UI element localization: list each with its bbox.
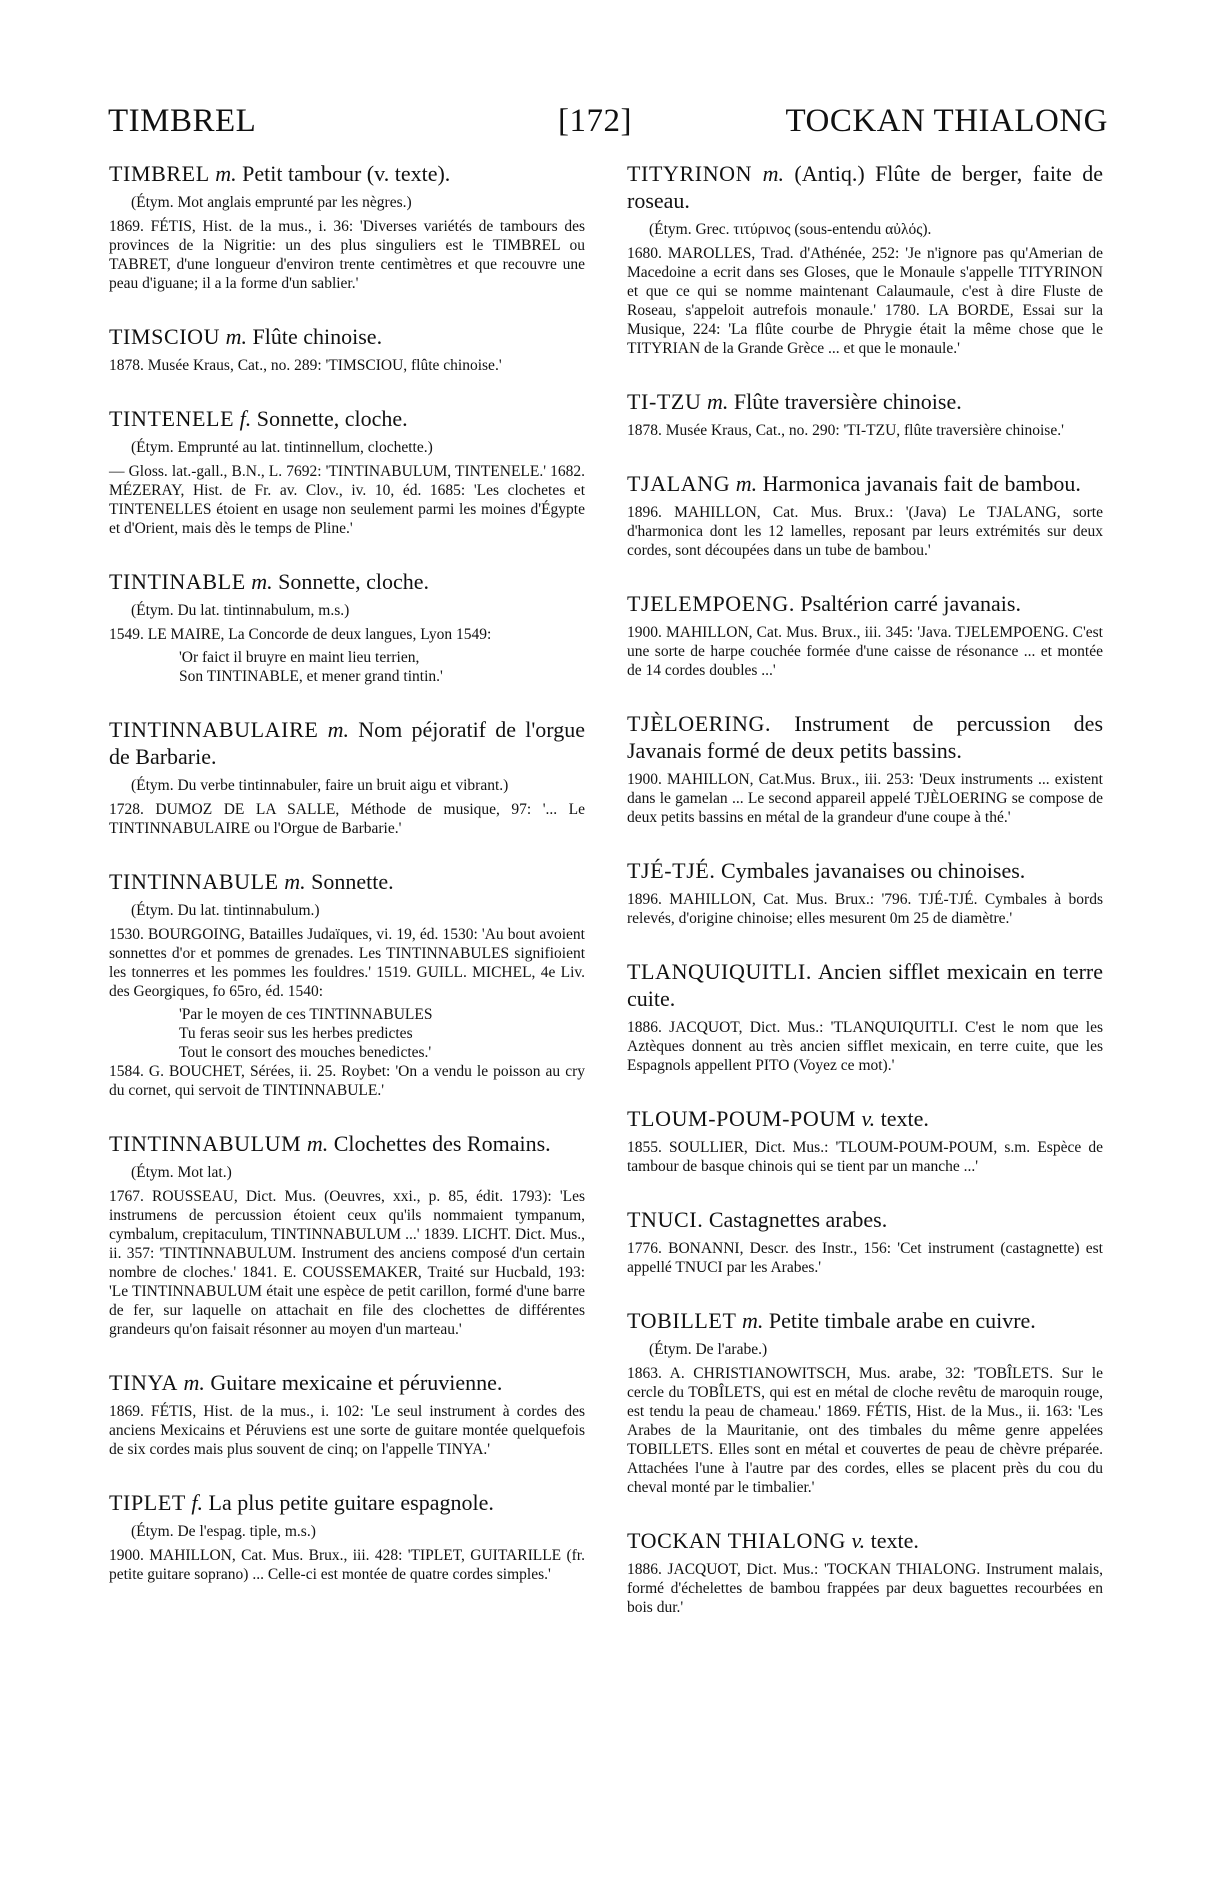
entry-heading [627,160,1103,214]
grammatical-label: m. [225,324,248,349]
headword: TOCKAN THIALONG [627,1528,847,1553]
etymology: (Étym. Du lat. tintinnabulum.) [131,902,320,919]
headword: TINYA [109,1370,178,1395]
headword: TINTINABLE [109,569,246,594]
headword: TIMSCIOU [109,324,221,349]
grammatical-label: m. [741,1308,764,1333]
definition: Instrument de percussion des Javanais formé de deux petits bassins. [627,711,1104,763]
citation: 1767. ROUSSEAU, Dict. Mus. (Oeuvres, xxi., p. 85, édit. 1793): 'Les instrumens de percussion étoient ceux qu'ils nommaient tympanum, cymbalum, crepitaculum, TINTINNABULUM ...' 1839. LICHT. Dict. Mus., ii. 357: 'TINTINNABULUM. Instrument des anciens composé d'un certain nombre de cloches.' 1841. E. COUSSEMAKER, Traité sur Hucbald, 193: 'Le TINTINNABULUM était une espèce de petit carillon, formé d'une barre de fer, sur laquelle on attachait en file des clochettes de différentes grandeurs qu'on faisait résonner au moyen d'un marteau.' [109,1188,585,1338]
citation: 1886. JACQUOT, Dict. Mus.: 'TLANQUIQUITLI. C'est le nom que les Aztèques donnent au très ancien sifflet mexicain, en terre cuite, que les Espagnols appellent PITO (Voyez ce mot).' [627,1019,1103,1074]
entry-heading [109,405,585,432]
definition: Sonnette. [311,869,394,894]
dictionary-entry [109,1489,585,1584]
grammatical-label: f. [191,1490,204,1515]
verse-line: Son TINTINABLE, et mener grand tintin.' [179,668,443,685]
entry-heading [109,160,585,187]
citation: 1869. FÉTIS, Hist. de la mus., i. 102: 'Le seul instrument à cordes des anciens Mexicains et Péruviens est une sorte de guitare montée quelquefois de six cordes mais plus souvent de cinq; on l'appelle TINYA.' [109,1403,585,1458]
verse-line: 'Par le moyen de ces TINTINNABULES [179,1006,433,1023]
dictionary-entry [109,568,585,686]
citation: 1900. MAHILLON, Cat. Mus. Brux., iii. 428: 'TIPLET, GUITARILLE (fr. petite guitare soprano) ... Celle-ci est montée de quatre cordes simples.' [109,1547,585,1583]
citation: 1776. BONANNI, Descr. des Instr., 156: 'Cet instrument (castagnette) est appellé TNUCI par les Arabes.' [627,1240,1103,1276]
verse-line: Tout le consort des mouches benedictes.' [179,1044,432,1061]
definition: (Antiq.) Flûte de berger, faite de roseau. [627,161,1103,213]
citation: 1900. MAHILLON, Cat. Mus. Brux., iii. 345: 'Java. TJELEMPOENG. C'est une sorte de harpe couchée formée d'une caisse de résonance ... et montée de 14 cordes doubles ...' [627,624,1103,679]
entry-heading [627,1527,1103,1554]
running-head-left: TIMBREL [108,103,257,139]
definition: Guitare mexicaine et péruvienne. [210,1370,503,1395]
dictionary-entry [627,470,1103,560]
definition: Sonnette, cloche. [256,406,408,431]
citation: 1530. BOURGOING, Batailles Judaïques, vi. 19, éd. 1530: 'Au bout avoient sonnettes d'or et pommes de grenades. Les TINTINNABULES signifioient les tonnerres et les pommes les fouldres.' 1519. GUILL. MICHEL, 4e Liv. des Georgiques, fo 65ro, éd. 1540: [109,926,585,1000]
definition: Clochettes des Romains. [333,1131,551,1156]
citation: 1896. MAHILLON, Cat. Mus. Brux.: '(Java) Le TJALANG, sorte d'harmonica dont les 12 lamelles, reposant par leurs extrémités sur deux cordes, sont découpées dans un tube de bambou.' [627,504,1103,559]
entry-heading [627,590,1103,617]
dictionary-entry [627,1206,1103,1277]
citation: 1680. MAROLLES, Trad. d'Athénée, 252: 'Je n'ignore pas qu'Amerian de Macedoine a ecrit dans ses Gloses, que le Monaule s'appelle TITYRINON et que ce qui se nomme maintenant Calaumaule, c'est à dire Fluste de Roseau, s'appeloit autrefois monaule.' 1780. LA BORDE, Essai sur la Musique, 224: 'La flûte courbe de Phrygie était la même chose que le TITYRIAN de la Grande Grèce ... et que le monaule.' [627,245,1103,357]
entry-heading [109,868,585,895]
headword: TINTENELE [109,406,235,431]
definition: Castagnettes arabes. [708,1207,888,1232]
citation: 1878. Musée Kraus, Cat., no. 289: 'TIMSCIOU, flûte chinoise.' [109,357,502,374]
grammatical-label: m. [762,161,784,186]
entry-heading [109,1130,585,1157]
verse-line: Tu feras seoir sus les herbes predictes [179,1025,413,1042]
definition: Cymbales javanaises ou chinoises. [721,858,1026,883]
citation: 1728. DUMOZ DE LA SALLE, Méthode de musique, 97: '... Le TINTINNABULAIRE ou l'Orgue de Barbarie.' [109,801,585,837]
entry-heading [627,857,1103,884]
headword: TLOUM-POUM-POUM [627,1106,857,1131]
definition: Nom péjoratif de l'orgue de Barbarie. [109,717,586,769]
etymology: (Étym. Du verbe tintinnabuler, faire un bruit aigu et vibrant.) [131,777,509,794]
headword: TIPLET [109,1490,186,1515]
dictionary-entry [109,716,585,838]
dictionary-entry [109,160,585,293]
dictionary-entry [109,1369,585,1459]
headword: TOBILLET [627,1308,737,1333]
definition: Harmonica javanais fait de bambou. [762,471,1081,496]
headword: TINTINNABULE [109,869,279,894]
dictionary-entry [627,160,1103,358]
definition: La plus petite guitare espagnole. [208,1490,494,1515]
headword: TINTINNABULUM [109,1131,302,1156]
definition: Sonnette, cloche. [278,569,430,594]
dictionary-entry [627,958,1103,1075]
headword: TINTINNABULAIRE [109,717,319,742]
grammatical-label: m. [215,161,237,186]
definition: Ancien sifflet mexicain en terre cuite. [627,959,1103,1011]
headword: TI-TZU [627,389,702,414]
etymology: (Étym. Mot anglais emprunté par les nègres.) [131,194,412,211]
dictionary-entry [627,590,1103,680]
grammatical-label: m. [735,471,758,496]
entry-heading [627,710,1103,764]
etymology: (Étym. Du lat. tintinnabulum, m.s.) [131,602,350,619]
entry-heading [627,1105,1103,1132]
etymology: (Étym. Mot lat.) [131,1164,232,1181]
dictionary-entry [627,1307,1103,1497]
citation: 1855. SOULLIER, Dict. Mus.: 'TLOUM-POUM-POUM, s.m. Espèce de tambour de basque chinois qui se tient par un manche ...' [627,1139,1103,1175]
entry-heading [109,323,585,350]
grammatical-label: m. [284,869,306,894]
headword: TJÈLOERING. [627,711,772,736]
etymology: (Étym. De l'espag. tiple, m.s.) [131,1523,316,1540]
running-head [108,103,1108,147]
dictionary-entry [627,388,1103,440]
entry-heading [109,716,585,770]
dictionary-entry [627,857,1103,928]
headword: TNUCI. [627,1207,704,1232]
grammatical-label: f. [239,406,252,431]
grammatical-label: v. [851,1528,866,1553]
dictionary-entry [109,405,585,538]
entry-heading [109,1489,585,1516]
etymology: (Étym. De l'arabe.) [649,1341,768,1358]
grammatical-label: m. [706,389,729,414]
entry-heading [627,470,1103,497]
citation: 1584. G. BOUCHET, Sérées, ii. 25. Roybet: 'On a vendu le poisson au cry du cornet, qui servoit de TINTINNABULE.' [109,1063,585,1099]
dictionary-entry [109,868,585,1100]
page-number: [172] [558,103,632,139]
headword: TIMBREL [109,161,210,186]
citation: 1863. A. CHRISTIANOWITSCH, Mus. arabe, 32: 'TOBÎLETS. Sur le cercle du TOBÎLETS, qui est en métal de cloche revêtu de maroquin rouge, est tendu la peau de chameau.' 1869. FÉTIS, Hist. de la Mus., ii. 163: 'Les Arabes de la Mauritanie, ont des timbales du même genre appelées TOBILLETS. Elles sont en métal et couvertes de peau de chèvre préparée. Attachées l'une à l'autre par des cordes, elles se placent près du cou du cheval monté par le timbalier.' [627,1365,1103,1496]
dictionary-entry [109,323,585,375]
verse-line: 'Or faict il bruyre en maint lieu terrien, [179,649,420,666]
definition: texte. [870,1528,919,1553]
grammatical-label: m. [183,1370,205,1395]
citation: 1878. Musée Kraus, Cat., no. 290: 'TI-TZU, flûte traversière chinoise.' [627,422,1064,439]
grammatical-label: v. [861,1106,876,1131]
etymology: (Étym. Grec. τιτύρινος (sous-entendu αὐλός). [649,221,932,238]
running-head-right: TOCKAN THIALONG [785,103,1108,139]
grammatical-label: m. [306,1131,329,1156]
dictionary-entry [627,710,1103,827]
definition: Flûte chinoise. [252,324,383,349]
definition: Psaltérion carré javanais. [800,591,1021,616]
grammatical-label: m. [327,717,350,742]
entry-heading [627,958,1103,1012]
definition: Petit tambour (v. texte). [242,161,451,186]
definition: texte. [880,1106,929,1131]
headword: TJELEMPOENG. [627,591,795,616]
entry-heading [627,1307,1103,1334]
citation: — Gloss. lat.-gall., B.N., L. 7692: 'TINTINABULUM, TINTENELE.' 1682. MÉZERAY, Hist. de Fr. av. Clov., iv. 10, éd. 1685: 'Les clochetes et TINTENELLES étoient en usage non seulement parmi les moines d'Égypte et d'Orient, mais dès le temps de Pline.' [109,463,585,537]
citation: 1886. JACQUOT, Dict. Mus.: 'TOCKAN THIALONG. Instrument malais, formé d'échelettes de bambou frappées par deux baguettes recourbées en bois dur.' [627,1561,1103,1616]
citation: 1549. LE MAIRE, La Concorde de deux langues, Lyon 1549: [109,626,492,643]
headword: TLANQUIQUITLI. [627,959,812,984]
definition: Petite timbale arabe en cuivre. [768,1308,1036,1333]
entry-heading [109,1369,585,1396]
entry-heading [109,568,585,595]
left-column [109,160,585,1614]
entry-heading [627,1206,1103,1233]
etymology: (Étym. Emprunté au lat. tintinnellum, clochette.) [131,439,433,456]
right-column [627,160,1103,1647]
grammatical-label: m. [251,569,273,594]
headword: TJALANG [627,471,731,496]
definition: Flûte traversière chinoise. [733,389,962,414]
citation: 1896. MAHILLON, Cat. Mus. Brux.: '796. TJÉ-TJÉ. Cymbales à bords relevés, d'origine chinoise; elles mesurent 0m 25 de diamètre.' [627,891,1103,927]
citation: 1869. FÉTIS, Hist. de la mus., i. 36: 'Diverses variétés de tambours des provinces de la Nigritie: un des plus singuliers est le TIMBREL ou TABRET, d'une longueur d'environ trente centimètres et que recouvre une peau d'iguane; il a la forme d'un sablier.' [109,218,585,292]
headword: TJÉ-TJÉ. [627,858,716,883]
entry-heading [627,388,1103,415]
headword: TITYRINON [627,161,753,186]
dictionary-entry [109,1130,585,1339]
citation: 1900. MAHILLON, Cat.Mus. Brux., iii. 253: 'Deux instruments ... existent dans le gamelan ... Le second appareil appelé TJÈLOERING se compose de deux petits bassins en métal de la grandeur d'une coupe à thé.' [627,771,1103,826]
dictionary-entry [627,1105,1103,1176]
dictionary-entry [627,1527,1103,1617]
